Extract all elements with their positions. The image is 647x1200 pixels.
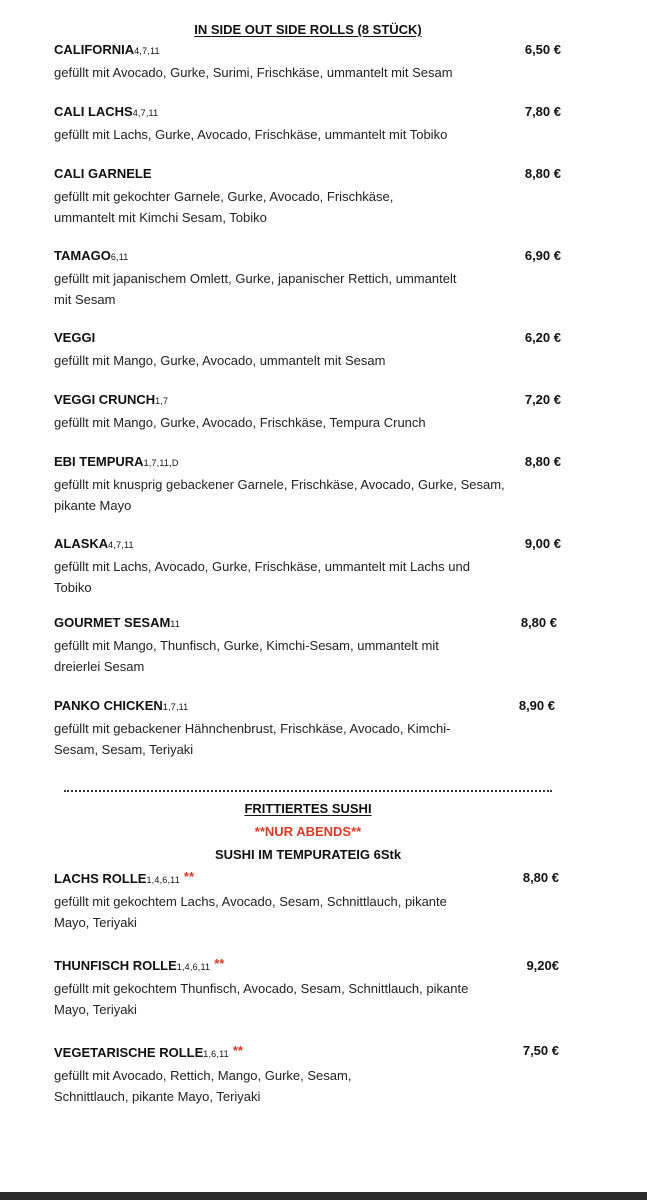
- item-price: 7,20 €: [524, 392, 561, 407]
- item-description: gefüllt mit Mango, Gurke, Avocado, Frischkäse, Tempura Crunch: [54, 415, 426, 430]
- item-name: CALI LACHS4,7,11: [54, 104, 159, 119]
- item-allergens: 1,7,11: [162, 702, 189, 712]
- item-name: GOURMET SESAM11: [54, 615, 181, 630]
- item-price: 7,80 €: [524, 104, 561, 119]
- item-allergens: 1,4,6,11: [176, 962, 211, 972]
- item-name: VEGETARISCHE ROLLE1,6,11 **: [54, 1043, 243, 1060]
- menu-item: [54, 41, 574, 83]
- menu-item: [54, 165, 574, 228]
- menu-item: [54, 103, 574, 145]
- item-allergens: 1,7: [155, 396, 169, 406]
- item-description: gefüllt mit Avocado, Gurke, Surimi, Frischkäse, ummantelt mit Sesam: [54, 65, 453, 80]
- item-price: 6,50 €: [524, 42, 561, 57]
- item-name: CALIFORNIA4,7,11: [54, 42, 160, 57]
- item-price: 9,00 €: [524, 536, 561, 551]
- item-name: VEGGI: [54, 330, 96, 345]
- item-description: gefüllt mit Lachs, Avocado, Gurke, Frischkäse, ummantelt mit Lachs und Tobiko: [54, 559, 470, 595]
- section-subtitle: SUSHI IM TEMPURATEIG 6Stk: [214, 847, 402, 862]
- menu-item: [54, 1042, 574, 1107]
- menu-item: [54, 329, 574, 371]
- item-price: 8,80 €: [524, 166, 561, 181]
- item-price: 8,80 €: [524, 454, 561, 469]
- item-description: gefüllt mit gebackener Hähnchenbrust, Frischkäse, Avocado, Kimchi-Sesam, Sesam, Teriyaki: [54, 721, 451, 757]
- item-price: 6,20 €: [524, 330, 561, 345]
- item-name: LACHS ROLLE1,4,6,11 **: [54, 869, 195, 886]
- item-description: gefüllt mit japanischem Omlett, Gurke, japanischer Rettich, ummantelt mit Sesam: [54, 271, 457, 307]
- menu-item: [54, 453, 574, 516]
- bottom-bar: [0, 1192, 647, 1200]
- item-description: gefüllt mit gekochtem Lachs, Avocado, Sesam, Schnittlauch, pikante Mayo, Teriyaki: [54, 894, 447, 930]
- item-allergens: 1,6,11: [203, 1049, 229, 1059]
- item-name: PANKO CHICKEN1,7,11: [54, 698, 189, 713]
- evening-only-note: **NUR ABENDS**: [254, 824, 362, 839]
- item-allergens: 11: [170, 619, 181, 629]
- dotted-divider: [64, 790, 552, 792]
- item-description: gefüllt mit gekochtem Thunfisch, Avocado, Sesam, Schnittlauch, pikante Mayo, Teriyaki: [54, 981, 469, 1017]
- item-allergens: 1,7,11,D: [143, 458, 179, 468]
- item-description: gefüllt mit Lachs, Gurke, Avocado, Frischkäse, ummantelt mit Tobiko: [54, 127, 448, 142]
- item-description: gefüllt mit gekochter Garnele, Gurke, Avocado, Frischkäse, ummantelt mit Kimchi Sesam, Tobiko: [54, 189, 394, 225]
- menu-item: [54, 391, 574, 433]
- item-price: 9,20€: [526, 958, 559, 973]
- item-name: ALASKA4,7,11: [54, 536, 134, 551]
- item-description: gefüllt mit knusprig gebackener Garnele, Frischkäse, Avocado, Gurke, Sesam, pikante Mayo: [54, 477, 505, 513]
- item-name: VEGGI CRUNCH1,7: [54, 392, 169, 407]
- item-price: 7,50 €: [522, 1043, 559, 1058]
- menu-item: [54, 868, 574, 933]
- item-description: gefüllt mit Mango, Gurke, Avocado, ummantelt mit Sesam: [54, 353, 386, 368]
- item-name: CALI GARNELE: [54, 166, 152, 181]
- menu-item: [54, 535, 574, 598]
- evening-stars: **: [232, 1043, 243, 1058]
- menu-item: [54, 614, 574, 677]
- section-title-fried-sushi: FRITTIERTES SUSHI: [244, 801, 372, 816]
- item-price: 6,90 €: [524, 248, 561, 263]
- item-name: EBI TEMPURA1,7,11,D: [54, 454, 179, 469]
- evening-stars: **: [214, 956, 225, 971]
- item-allergens: 4,7,11: [134, 46, 160, 56]
- item-description: gefüllt mit Mango, Thunfisch, Gurke, Kimchi-Sesam, ummantelt mit dreierlei Sesam: [54, 638, 439, 674]
- menu-item: [54, 247, 574, 310]
- item-name: THUNFISCH ROLLE1,4,6,11 **: [54, 956, 225, 973]
- item-price: 8,80 €: [522, 870, 559, 885]
- section-title-rolls: IN SIDE OUT SIDE ROLLS (8 STÜCK): [194, 22, 422, 37]
- item-allergens: 4,7,11: [108, 540, 134, 550]
- menu-item: [54, 697, 574, 760]
- item-price: 8,90 €: [518, 698, 555, 713]
- evening-stars: **: [183, 869, 195, 884]
- item-allergens: 4,7,11: [132, 108, 159, 118]
- item-price: 8,80 €: [520, 615, 557, 630]
- item-name: TAMAGO6,11: [54, 248, 129, 263]
- menu-item: [54, 955, 574, 1020]
- item-allergens: 1,4,6,11: [146, 875, 180, 885]
- item-description: gefüllt mit Avocado, Rettich, Mango, Gurke, Sesam, Schnittlauch, pikante Mayo, Teriyaki: [54, 1068, 352, 1104]
- item-allergens: 6,11: [110, 252, 129, 262]
